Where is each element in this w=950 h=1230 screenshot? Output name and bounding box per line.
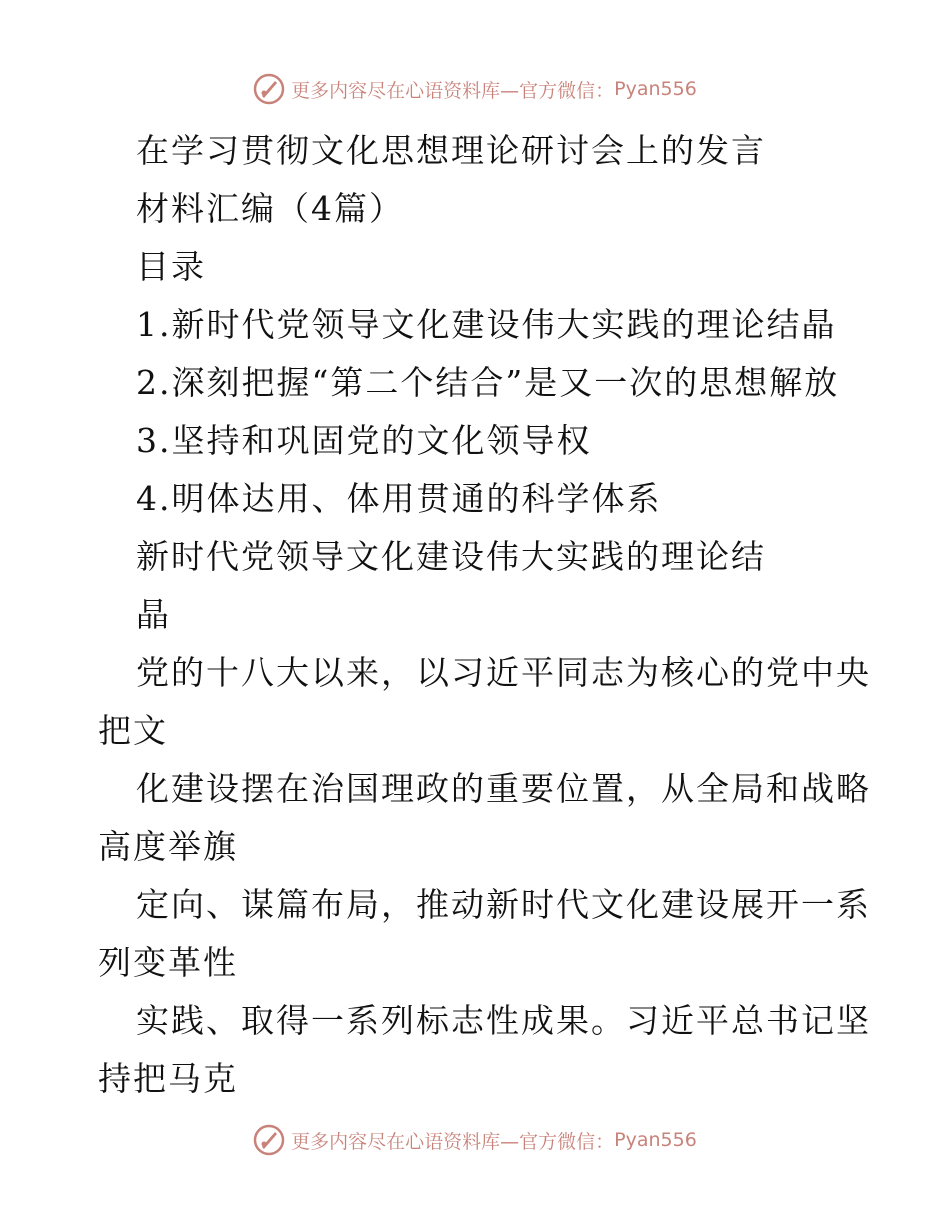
toc-item-1: 1.新时代党领导文化建设伟大实践的理论结晶 (136, 305, 837, 344)
quill-logo-icon (253, 1124, 285, 1156)
paragraph-4-line-2: 持把马克 (98, 1059, 238, 1098)
section-title-line-1: 新时代党领导文化建设伟大实践的理论结 (136, 537, 766, 576)
toc-item-4: 4.明体达用、体用贯通的科学体系 (136, 479, 662, 518)
paragraph-3-line-1: 定向、谋篇布局，推动新时代文化建设展开一系 (136, 885, 871, 924)
paragraph-1-line-2: 把文 (98, 711, 168, 750)
toc-item-3: 3.坚持和巩固党的文化领导权 (136, 421, 592, 460)
paragraph-1-line-1: 党的十八大以来，以习近平同志为核心的党中央 (136, 653, 871, 692)
quill-logo-icon (253, 73, 285, 105)
watermark-header (0, 72, 950, 106)
watermark-wechat-id: Pyan556 (614, 1129, 697, 1151)
watermark-footer (0, 1123, 950, 1157)
watermark-site-text: 更多内容尽在心语资料库—官方微信： (291, 79, 615, 102)
document-body (98, 122, 871, 1108)
watermark-wechat-id: Pyan556 (614, 78, 697, 100)
section-title-line-2: 晶 (136, 595, 171, 634)
toc-item-2: 2.深刻把握“第二个结合”是又一次的思想解放 (136, 363, 840, 402)
toc-heading: 目录 (136, 247, 206, 286)
document-title-line-2: 材料汇编（4篇） (136, 189, 404, 228)
paragraph-4-line-1: 实践、取得一系列标志性成果。习近平总书记坚 (136, 1001, 871, 1040)
watermark-site-text: 更多内容尽在心语资料库—官方微信： (291, 1130, 615, 1153)
paragraph-2-line-2: 高度举旗 (98, 827, 238, 866)
document-title-line-1: 在学习贯彻文化思想理论研讨会上的发言 (136, 131, 766, 170)
paragraph-2-line-1: 化建设摆在治国理政的重要位置，从全局和战略 (136, 769, 871, 808)
paragraph-3-line-2: 列变革性 (98, 943, 238, 982)
